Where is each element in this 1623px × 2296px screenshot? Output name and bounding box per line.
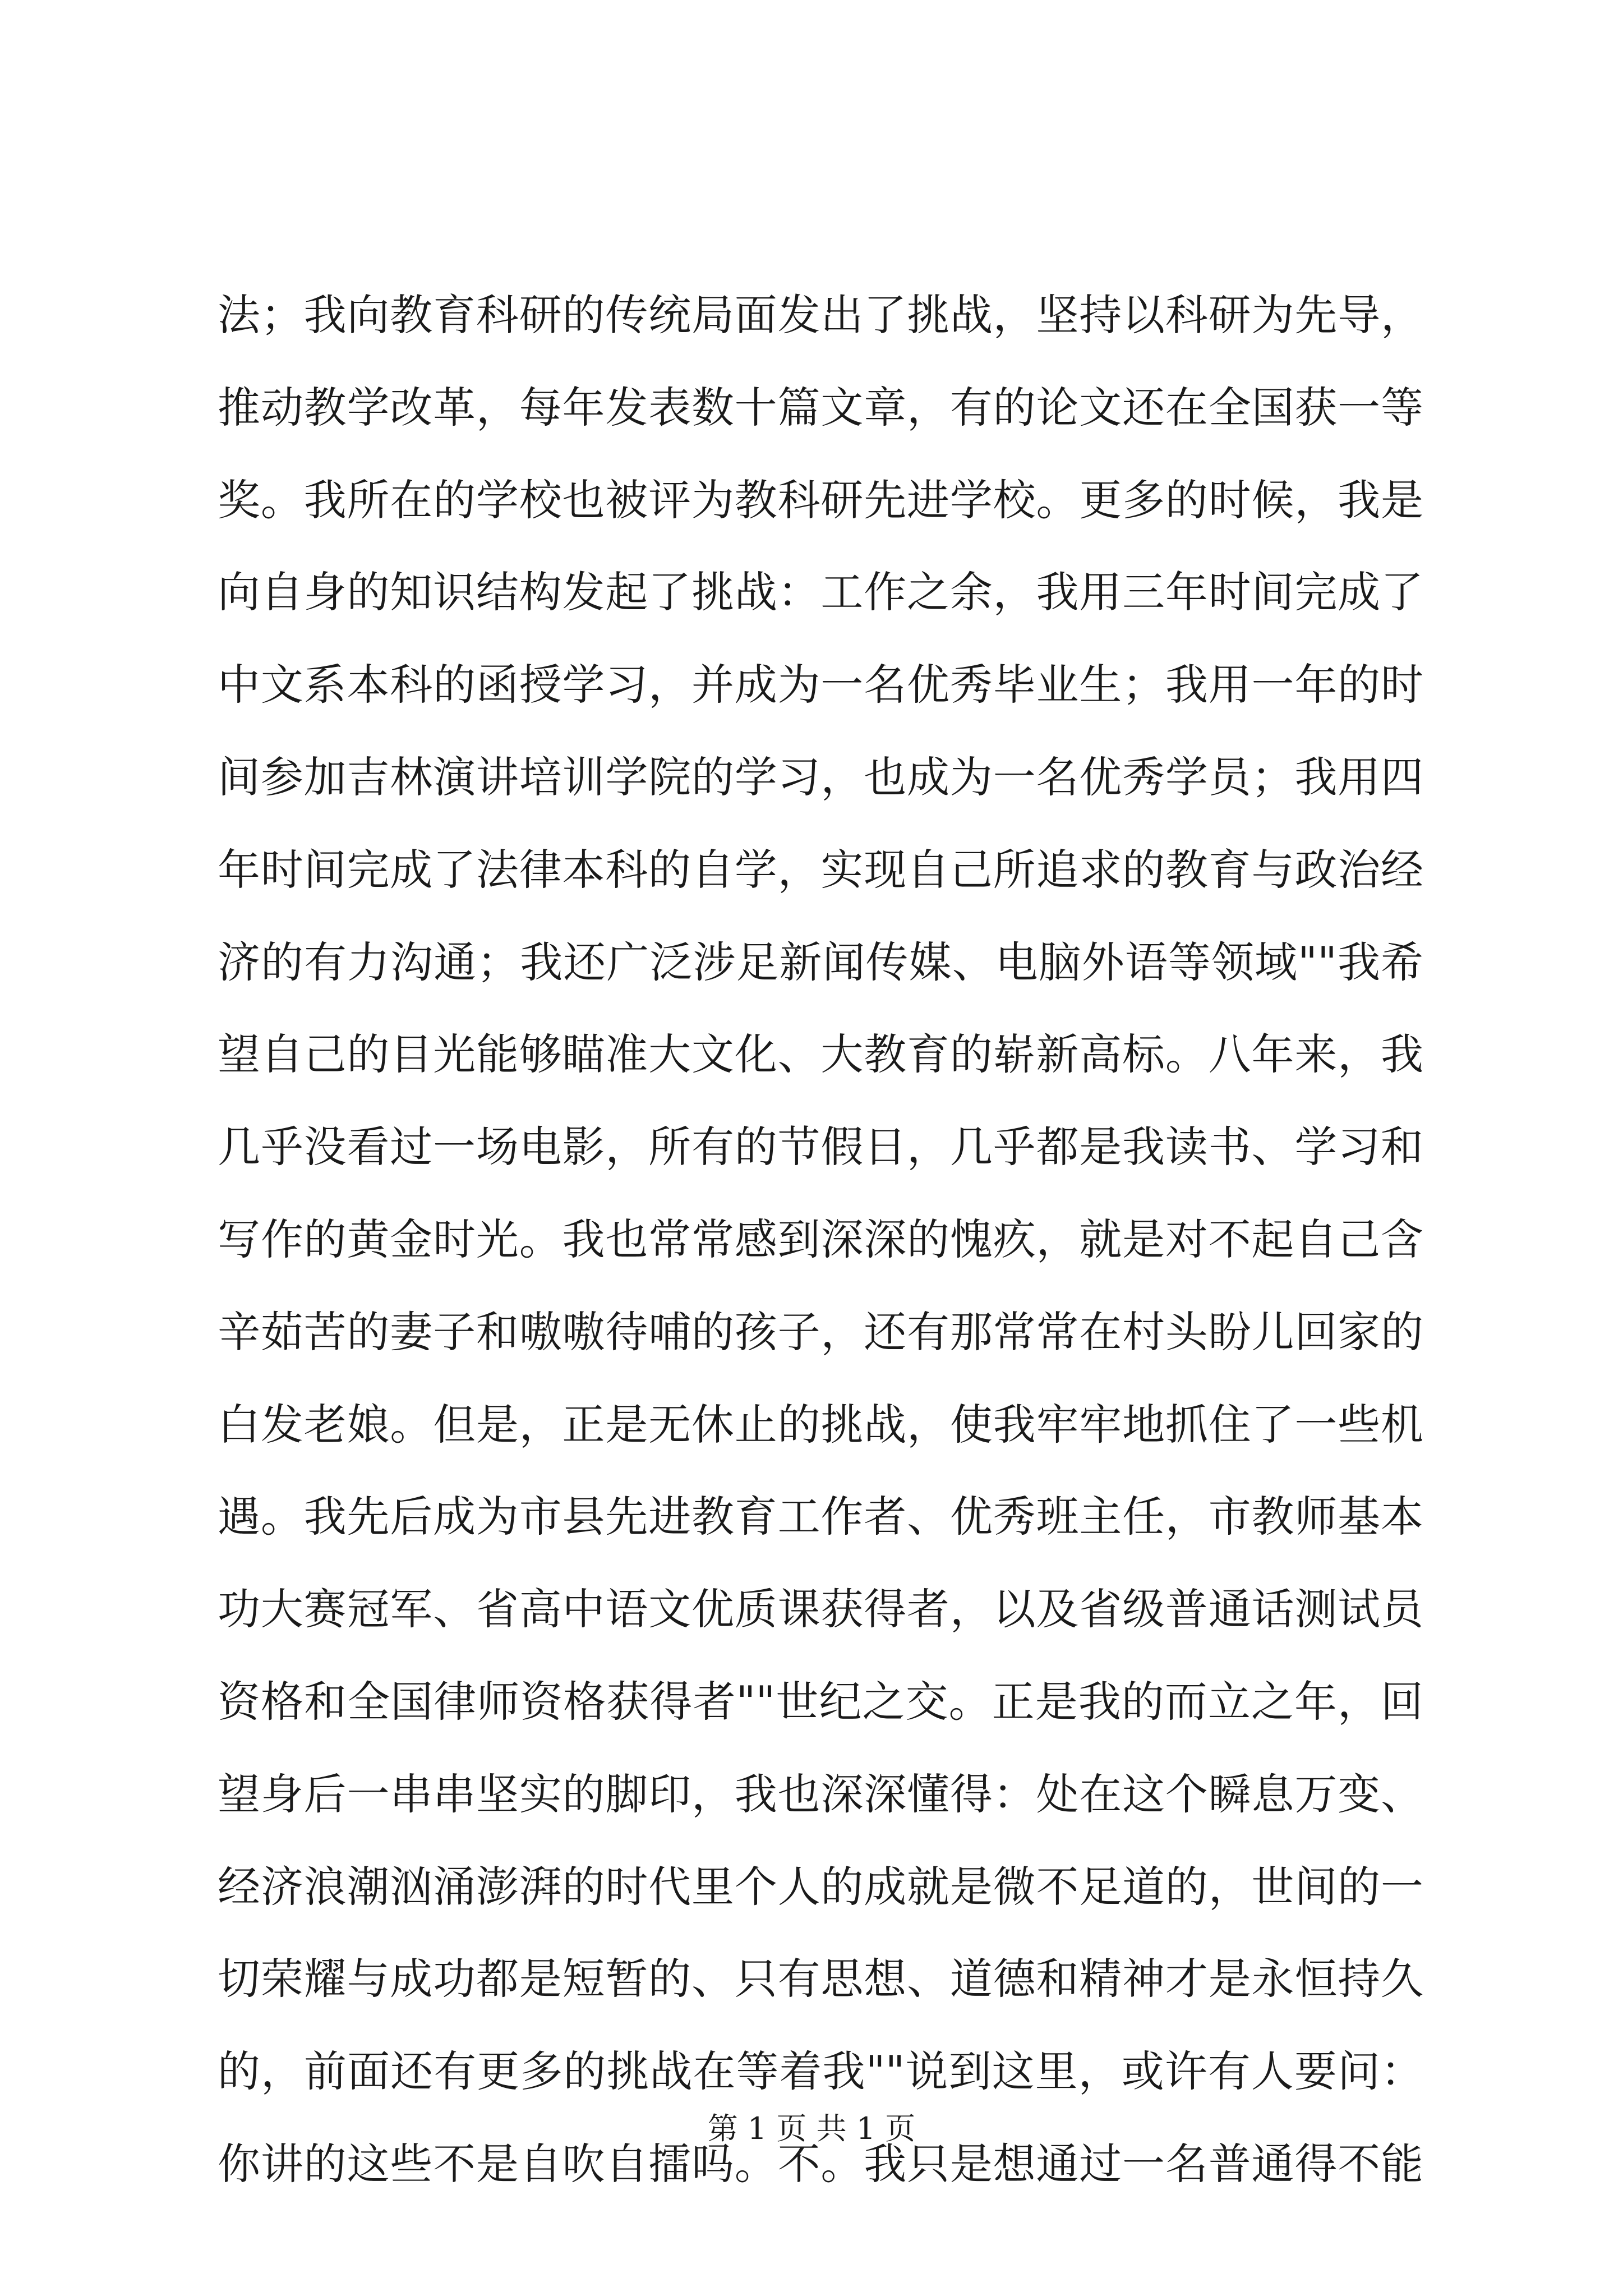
text-line: 写作的黄金时光。我也常常感到深深的愧疚，就是对不起自己含 [218,1214,1423,1264]
text-line: 法；我向教育科研的传统局面发出了挑战，坚持以科研为先导， [218,290,1423,340]
text-line: 向自身的知识结构发起了挑战：工作之余，我用三年时间完成了 [218,567,1423,618]
text-line: 几乎没看过一场电影，所有的节假日，几乎都是我读书、学习和 [218,1122,1423,1172]
text-line: 白发老娘。但是，正是无休止的挑战，使我牢牢地抓住了一些机 [218,1399,1423,1450]
page-footer [0,2109,1623,2148]
text-line: 中文系本科的函授学习，并成为一名优秀毕业生；我用一年的时 [218,660,1423,710]
page-number-label: 第 1 页 共 1 页 [707,2111,916,2146]
text-line: 年时间完成了法律本科的自学，实现自己所追求的教育与政治经 [218,844,1423,895]
text-line: 遇。我先后成为市县先进教育工作者、优秀班主任，市教师基本 [218,1492,1423,1542]
text-line: 推动教学改革，每年发表数十篇文章，有的论文还在全国获一等 [218,382,1423,432]
text-line: 望身后一串串坚实的脚印，我也深深懂得：处在这个瞬息万变、 [218,1769,1423,1819]
text-line: 的，前面还有更多的挑战在等着我""说到这里，或许有人要问： [218,2046,1423,2097]
text-line: 奖。我所在的学校也被评为教科研先进学校。更多的时候，我是 [218,475,1423,525]
text-line: 间参加吉林演讲培训学院的学习，也成为一名优秀学员；我用四 [218,752,1423,802]
text-line: 辛茹苦的妻子和嗷嗷待哺的孩子，还有那常常在村头盼儿回家的 [218,1306,1423,1357]
text-line: 功大赛冠军、省高中语文优质课获得者，以及省级普通话测试员 [218,1584,1423,1635]
text-line: 切荣耀与成功都是短暂的、只有思想、道德和精神才是永恒持久 [218,1954,1423,2004]
text-line: 望自己的目光能够瞄准大文化、大教育的崭新高标。八年来，我 [218,1029,1423,1080]
text-line: 经济浪潮汹涌澎湃的时代里个人的成就是微不足道的，世间的一 [218,1861,1423,1912]
text-line: 资格和全国律师资格获得者""世纪之交。正是我的而立之年，回 [218,1676,1423,1727]
text-line: 你讲的这些不是自吹自擂吗。不。我只是想通过一名普通得不能 [218,2138,1423,2189]
body-text [218,269,1423,2211]
text-line: 济的有力沟通；我还广泛涉足新闻传媒、电脑外语等领域""我希 [218,937,1423,987]
